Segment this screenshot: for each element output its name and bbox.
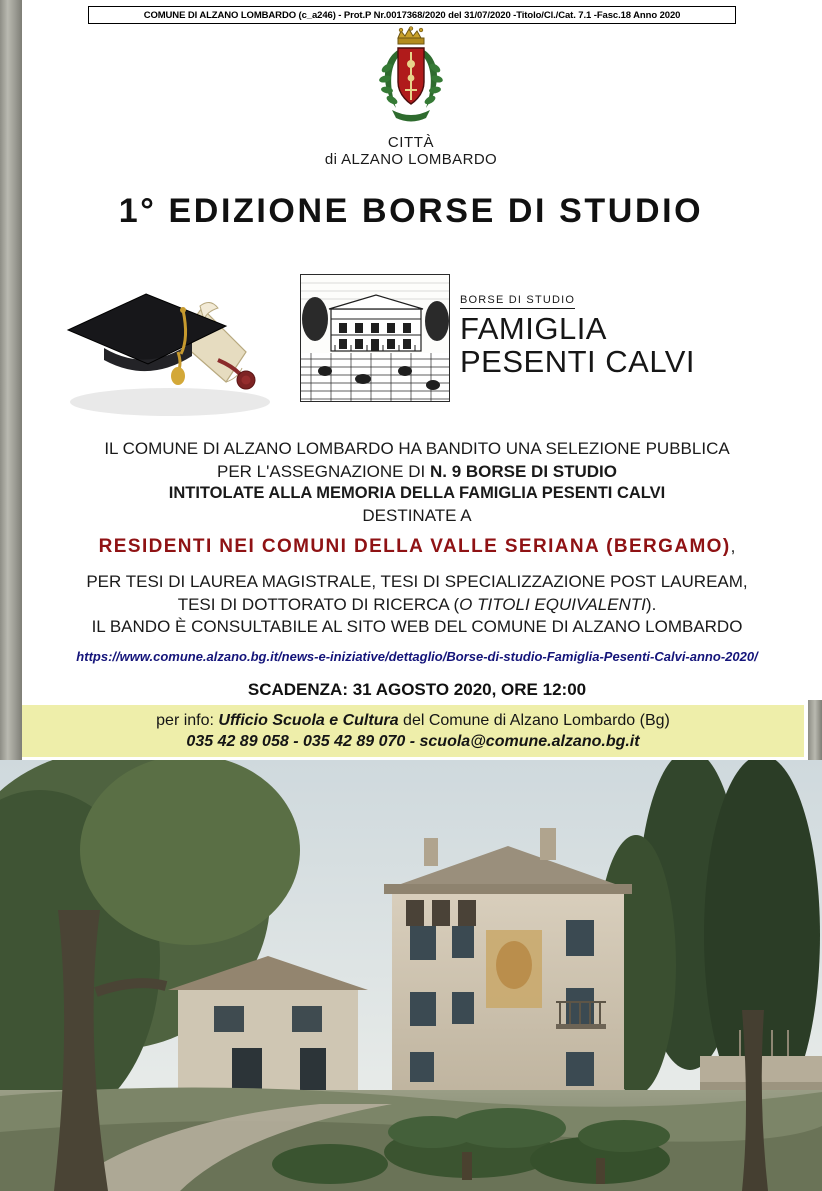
contact-office-line: [156, 712, 670, 730]
body-line-3: INTITOLATE ALLA MEMORIA DELLA FAMIGLIA PESENTI CALVI: [168, 484, 666, 503]
body-line-2-pre: PER L'ASSEGNAZIONE DI: [217, 461, 430, 481]
contact-phone-email[interactable]: 035 42 89 058 - 035 42 89 070 - scuola@comune.alzano.bg.it: [186, 732, 640, 750]
villa-photograph: [0, 760, 822, 1191]
graphics-row: [22, 250, 802, 430]
right-decorative-stripe: [808, 700, 822, 762]
body-line-7-post: ).: [645, 594, 657, 614]
logo-line-1: FAMIGLIA: [460, 311, 607, 346]
logo-line-2: PESENTI CALVI: [460, 343, 696, 379]
contact-prefix: per info:: [156, 711, 219, 729]
city-label-line1: CITTÀ: [387, 134, 435, 151]
body-line-5: [22, 534, 812, 559]
body-line-7-pre: TESI DI DOTTORATO DI RICERCA (: [177, 594, 460, 614]
contact-office-name: Ufficio Scuola e Cultura: [218, 711, 399, 729]
page-title: 1° EDIZIONE BORSE DI STUDIO: [118, 192, 704, 230]
announcement-body: [22, 438, 812, 700]
eligibility-comma: ,: [730, 536, 736, 556]
body-line-8: IL BANDO È CONSULTABILE AL SITO WEB DEL COMUNE DI ALZANO LOMBARDO: [91, 617, 743, 637]
body-line-7-italic: O TITOLI EQUIVALENTI: [459, 594, 646, 614]
body-line-7: [22, 594, 812, 617]
body-line-4: DESTINATE A: [362, 506, 472, 526]
body-line-2-bold: N. 9 BORSE DI STUDIO: [429, 461, 617, 481]
bando-url-link[interactable]: https://www.comune.alzano.bg.it/news-e-iniziative/dettaglio/Borse-di-studio-Famiglia-Pesenti-Calvi-anno-2020/: [76, 648, 758, 664]
body-line-6: PER TESI DI LAUREA MAGISTRALE, TESI DI SPECIALIZZAZIONE POST LAUREAM,: [86, 572, 748, 592]
protocol-stamp-text: COMUNE DI ALZANO LOMBARDO (c_a246) - Prot.P Nr.0017368/2020 del 31/07/2020 -Titolo/Cl./Cat. 7.1 -Fasc.18 Anno 2020: [143, 9, 681, 21]
deadline-text: SCADENZA: 31 AGOSTO 2020, ORE 12:00: [247, 679, 587, 699]
body-line-2: [22, 461, 812, 484]
eligibility-highlight: RESIDENTI NEI COMUNI DELLA VALLE SERIANA (BERGAMO): [98, 535, 731, 557]
city-label-line2: di ALZANO LOMBARDO: [324, 151, 498, 168]
scholarship-logo-text: [460, 290, 695, 378]
contact-info-band: [22, 705, 804, 757]
graduation-cap-and-diploma-photo: [50, 256, 290, 426]
logo-kicker: BORSE DI STUDIO: [460, 294, 575, 309]
villa-line-drawing-logo: [300, 274, 450, 402]
crest-header: [0, 26, 822, 168]
body-spacer: [22, 559, 812, 571]
protocol-stamp: [88, 6, 736, 24]
body-line-1: IL COMUNE DI ALZANO LOMBARDO HA BANDITO UNA SELEZIONE PUBBLICA: [104, 439, 730, 458]
contact-suffix: del Comune di Alzano Lombardo (Bg): [398, 711, 670, 729]
coat-of-arms-icon: [368, 26, 454, 130]
